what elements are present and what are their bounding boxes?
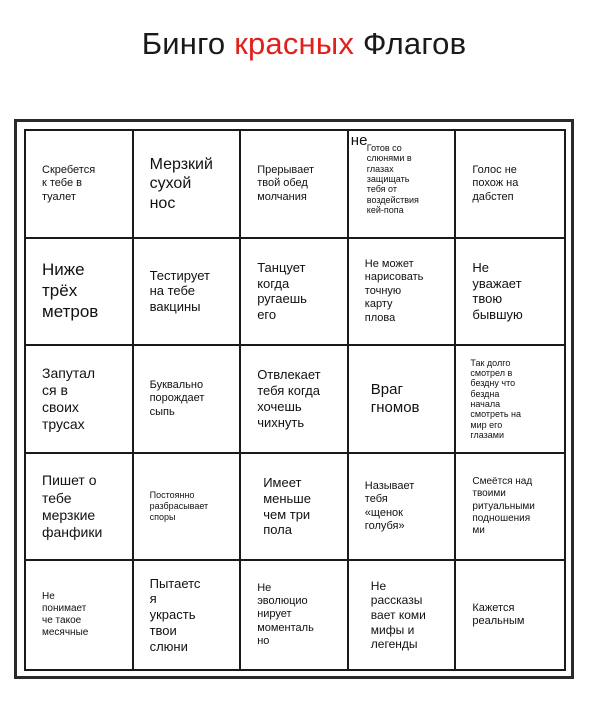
bingo-cell (241, 561, 349, 669)
cell-text: Пытаетс я украсть твои слюни (149, 575, 201, 654)
cell-text: Прерывает твой обед молчания (257, 163, 314, 203)
bingo-cell (349, 454, 457, 562)
bingo-cell (456, 346, 564, 454)
cell-text: Не может нарисовать точную карту плова (364, 257, 424, 324)
cell-text: Буквально порождает сыпь (149, 378, 205, 418)
bingo-cell (456, 131, 564, 239)
bingo-cell (26, 131, 134, 239)
cell-text: Мерзкий сухой нос (149, 155, 213, 212)
cell-prefix: не (350, 132, 368, 149)
bingo-cell (349, 346, 457, 454)
bingo-board (14, 119, 574, 679)
bingo-cell (349, 239, 457, 347)
cell-text: Танцует когда ругаешь его (257, 259, 307, 323)
bingo-cell (134, 346, 242, 454)
cell-text: Кажется реальным (472, 601, 525, 628)
title-accent-word: красных (234, 26, 355, 61)
bingo-cell (456, 239, 564, 347)
cell-text: Запутал ся в своих трусах (42, 364, 96, 433)
cell-text: Не рассказы вает коми мифы и легенды (370, 578, 426, 652)
bingo-cell (241, 454, 349, 562)
bingo-cell (134, 561, 242, 669)
cell-text: Постоянно разбрасывает споры (149, 490, 209, 523)
bingo-cell (456, 561, 564, 669)
cell-text: Так долго смотрел в бездну что бездна начала смотреть на мир его глазами (470, 357, 522, 441)
cell-text: Пишет о тебе мерзкие фанфики (42, 472, 103, 540)
bingo-cell (349, 131, 457, 239)
bingo-cell (241, 346, 349, 454)
cell-text: Имеет меньше чем три пола (263, 474, 311, 538)
cell-text: Голос не похож на дабстеп (472, 163, 519, 203)
cell-text: Отвлекает тебя когда хочешь чихнуть (257, 367, 321, 430)
cell-text: Не уважает твою бывшую (472, 259, 523, 323)
bingo-cell (134, 454, 242, 562)
bingo-grid (24, 129, 566, 671)
bingo-cell (241, 239, 349, 347)
cell-text: Тестирует на тебе вакцины (149, 267, 210, 315)
bingo-cell (456, 454, 564, 562)
cell-text: Готов со слюнями в глазах защищать тебя от воздействия кей-попа (366, 143, 419, 216)
bingo-cell (26, 454, 134, 562)
cell-text: Смеётся над твоими ритуальными подношения ми (472, 476, 535, 536)
cell-text: Называет тебя «щенок голубя» (364, 479, 415, 532)
title-part-1: Бинго (141, 26, 235, 61)
cell-text: Не понимает че такое месячные (42, 590, 89, 639)
title-part-2: Флагов (354, 26, 467, 61)
bingo-cell (26, 346, 134, 454)
cell-text: Скребется к тебе в туалет (42, 163, 96, 203)
bingo-cell (134, 239, 242, 347)
page-title (0, 26, 608, 62)
bingo-cell (134, 131, 242, 239)
bingo-cell (26, 561, 134, 669)
bingo-cell (349, 561, 457, 669)
cell-text: Не эволюцио нирует моменталь но (257, 581, 314, 648)
bingo-cell (26, 239, 134, 347)
cell-text: Ниже трёх метров (42, 260, 99, 321)
cell-text: Враг гномов (370, 380, 420, 416)
bingo-cell (241, 131, 349, 239)
